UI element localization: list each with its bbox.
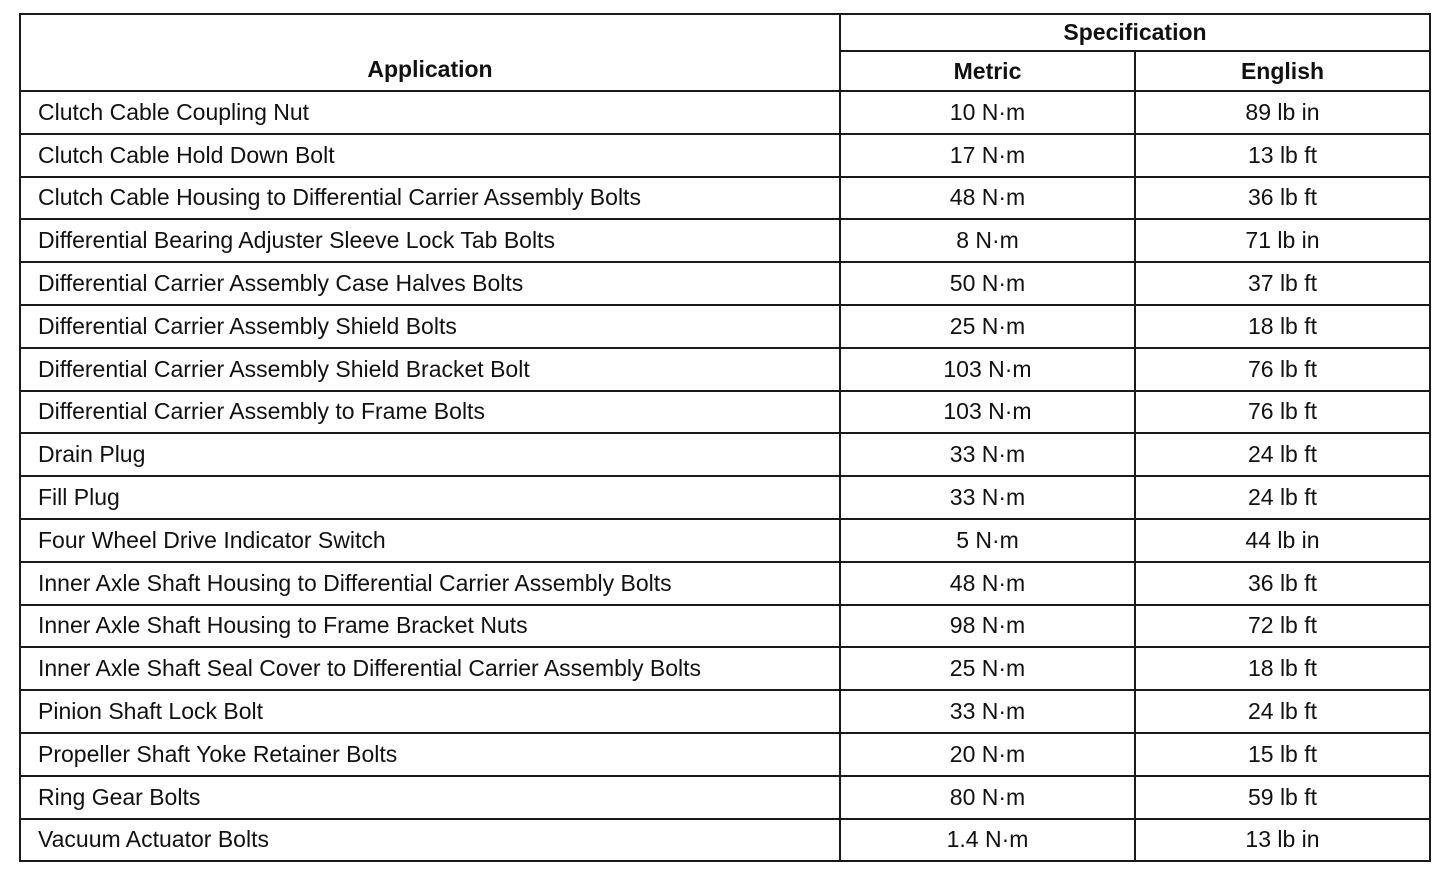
application-header: Application — [20, 14, 840, 91]
english-cell: 24 lb ft — [1135, 690, 1430, 733]
table-row — [20, 134, 1430, 177]
metric-cell: 17 N·m — [840, 134, 1135, 177]
metric-cell: 5 N·m — [840, 519, 1135, 562]
english-cell: 44 lb in — [1135, 519, 1430, 562]
metric-cell: 33 N·m — [840, 476, 1135, 519]
table-row — [20, 776, 1430, 819]
application-cell: Four Wheel Drive Indicator Switch — [20, 519, 840, 562]
table-row — [20, 348, 1430, 391]
metric-cell: 48 N·m — [840, 177, 1135, 220]
application-cell: Drain Plug — [20, 433, 840, 476]
application-cell: Clutch Cable Hold Down Bolt — [20, 134, 840, 177]
metric-cell: 98 N·m — [840, 605, 1135, 648]
english-cell: 71 lb in — [1135, 219, 1430, 262]
english-cell: 18 lb ft — [1135, 647, 1430, 690]
table-row — [20, 433, 1430, 476]
metric-cell: 25 N·m — [840, 647, 1135, 690]
english-header: English — [1135, 51, 1430, 91]
english-cell: 89 lb in — [1135, 91, 1430, 134]
english-cell: 76 lb ft — [1135, 391, 1430, 434]
metric-cell: 50 N·m — [840, 262, 1135, 305]
english-cell: 13 lb in — [1135, 819, 1430, 862]
english-cell: 24 lb ft — [1135, 476, 1430, 519]
english-cell: 13 lb ft — [1135, 134, 1430, 177]
application-cell: Propeller Shaft Yoke Retainer Bolts — [20, 733, 840, 776]
metric-cell: 33 N·m — [840, 433, 1135, 476]
metric-cell: 33 N·m — [840, 690, 1135, 733]
table-body — [20, 91, 1430, 861]
metric-cell: 48 N·m — [840, 562, 1135, 605]
application-cell: Differential Carrier Assembly Shield Bolts — [20, 305, 840, 348]
application-cell: Fill Plug — [20, 476, 840, 519]
table-row — [20, 519, 1430, 562]
table-row — [20, 305, 1430, 348]
metric-cell: 20 N·m — [840, 733, 1135, 776]
application-cell: Inner Axle Shaft Housing to Frame Bracket Nuts — [20, 605, 840, 648]
header-row-top — [20, 14, 1430, 51]
metric-cell: 103 N·m — [840, 348, 1135, 391]
metric-cell: 103 N·m — [840, 391, 1135, 434]
english-cell: 36 lb ft — [1135, 177, 1430, 220]
english-cell: 59 lb ft — [1135, 776, 1430, 819]
table-row — [20, 262, 1430, 305]
english-cell: 37 lb ft — [1135, 262, 1430, 305]
table-row — [20, 562, 1430, 605]
fastener-torque-table — [19, 13, 1431, 862]
specification-header: Specification — [840, 14, 1430, 51]
application-cell: Vacuum Actuator Bolts — [20, 819, 840, 862]
table-row — [20, 219, 1430, 262]
application-cell: Differential Carrier Assembly Shield Bracket Bolt — [20, 348, 840, 391]
table-row — [20, 647, 1430, 690]
application-cell: Clutch Cable Coupling Nut — [20, 91, 840, 134]
metric-cell: 25 N·m — [840, 305, 1135, 348]
table-header — [20, 14, 1430, 91]
application-cell: Inner Axle Shaft Seal Cover to Differential Carrier Assembly Bolts — [20, 647, 840, 690]
metric-cell: 80 N·m — [840, 776, 1135, 819]
table-row — [20, 733, 1430, 776]
english-cell: 24 lb ft — [1135, 433, 1430, 476]
application-cell: Differential Bearing Adjuster Sleeve Lock Tab Bolts — [20, 219, 840, 262]
application-cell: Differential Carrier Assembly to Frame Bolts — [20, 391, 840, 434]
table-row — [20, 690, 1430, 733]
metric-cell: 8 N·m — [840, 219, 1135, 262]
metric-header: Metric — [840, 51, 1135, 91]
table-row — [20, 819, 1430, 862]
table-row — [20, 391, 1430, 434]
application-cell: Pinion Shaft Lock Bolt — [20, 690, 840, 733]
metric-cell: 10 N·m — [840, 91, 1135, 134]
application-cell: Clutch Cable Housing to Differential Carrier Assembly Bolts — [20, 177, 840, 220]
table-row — [20, 91, 1430, 134]
application-cell: Inner Axle Shaft Housing to Differential Carrier Assembly Bolts — [20, 562, 840, 605]
table-row — [20, 605, 1430, 648]
english-cell: 36 lb ft — [1135, 562, 1430, 605]
english-cell: 72 lb ft — [1135, 605, 1430, 648]
application-cell: Ring Gear Bolts — [20, 776, 840, 819]
metric-cell: 1.4 N·m — [840, 819, 1135, 862]
application-cell: Differential Carrier Assembly Case Halves Bolts — [20, 262, 840, 305]
table-row — [20, 476, 1430, 519]
english-cell: 18 lb ft — [1135, 305, 1430, 348]
table-row — [20, 177, 1430, 220]
english-cell: 76 lb ft — [1135, 348, 1430, 391]
english-cell: 15 lb ft — [1135, 733, 1430, 776]
